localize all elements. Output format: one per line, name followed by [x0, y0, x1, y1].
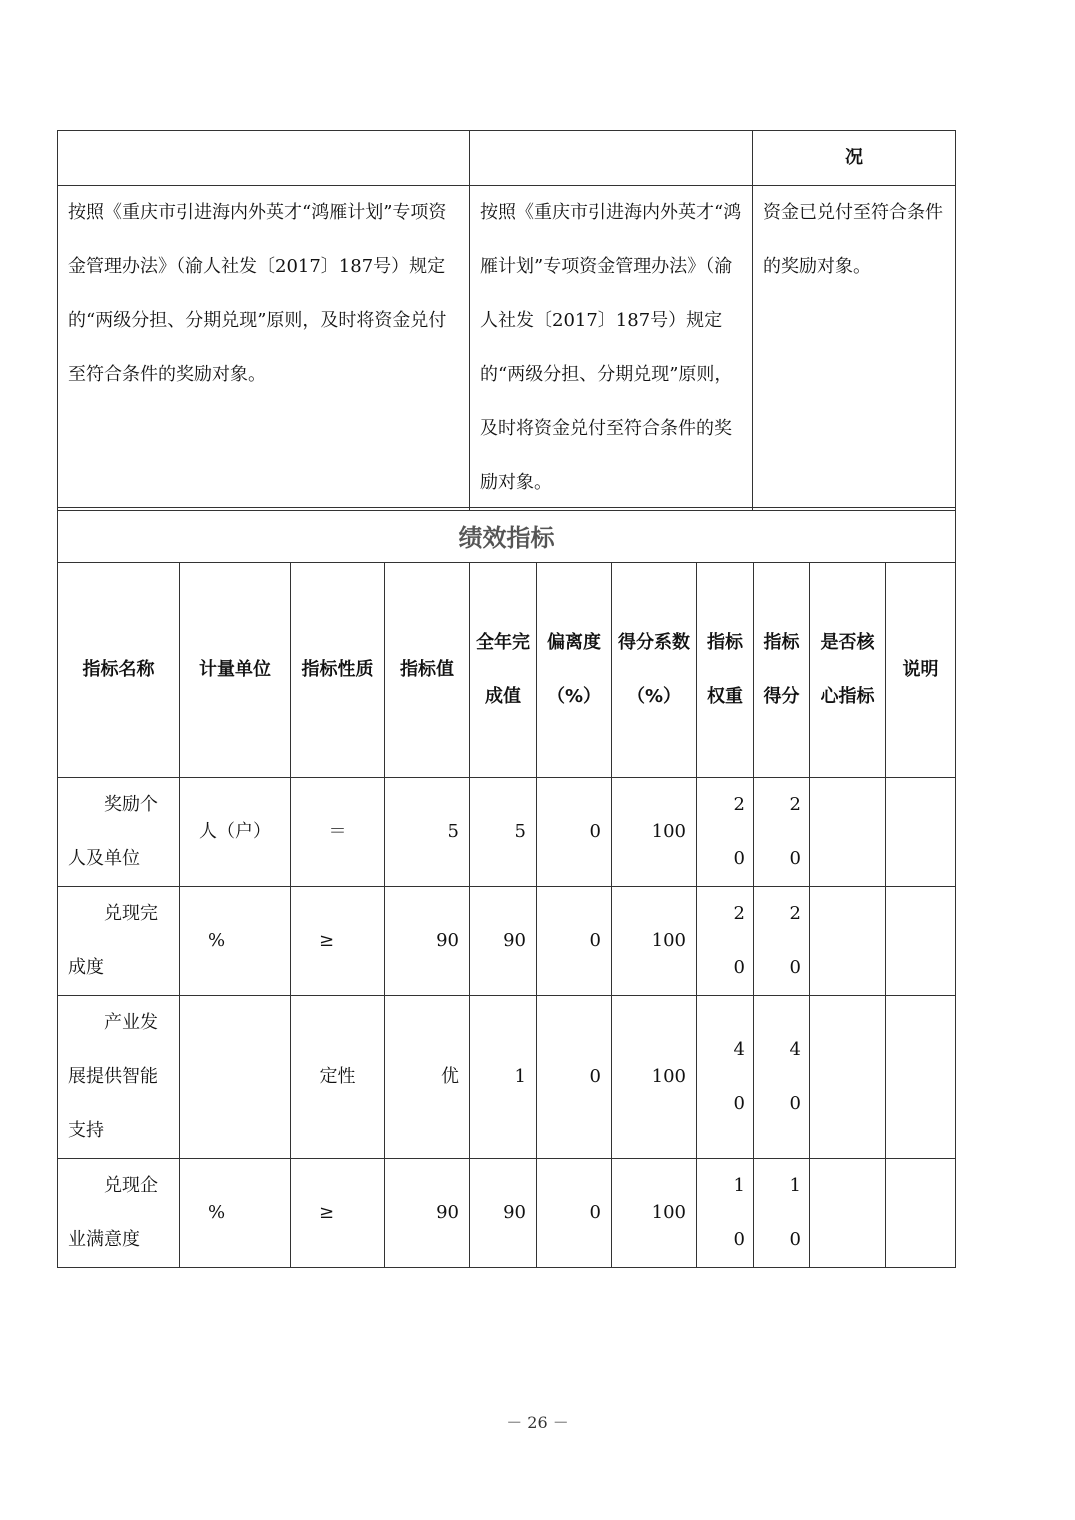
indicator-weight	[697, 1159, 754, 1268]
header-annual-actual: 全年完成值	[470, 563, 537, 778]
weight-digit: 1	[733, 1175, 745, 1196]
indicator-value: 5	[385, 778, 470, 887]
description-header-row	[58, 131, 956, 186]
score-digit: 2	[789, 794, 801, 815]
weight-digit: 0	[733, 957, 745, 978]
indicator-score	[754, 996, 810, 1159]
score-digit: 2	[789, 903, 801, 924]
header-core-indicator: 是否核心指标	[810, 563, 886, 778]
indicator-unit	[180, 996, 291, 1159]
header-weight: 指标权重	[697, 563, 754, 778]
indicator-core	[810, 778, 886, 887]
indicator-unit: 人（户）	[180, 778, 291, 887]
indicator-unit: %	[180, 1159, 291, 1268]
indicator-note	[886, 887, 956, 996]
indicator-actual: 1	[470, 996, 537, 1159]
header-nature: 指标性质	[291, 563, 385, 778]
indicator-deviation: 0	[537, 887, 612, 996]
indicator-core	[810, 887, 886, 996]
indicator-coefficient: 100	[612, 1159, 697, 1268]
indicator-weight	[697, 778, 754, 887]
header-indicator-name: 指标名称	[58, 563, 180, 778]
description-header-cell-1	[58, 131, 470, 186]
indicator-nature: ≥	[291, 1159, 385, 1268]
weight-digit: 2	[733, 794, 745, 815]
indicator-value: 90	[385, 1159, 470, 1268]
description-header-cell-3: 况	[753, 131, 956, 186]
indicator-actual: 5	[470, 778, 537, 887]
score-digit: 0	[789, 848, 801, 869]
description-body-row	[58, 186, 956, 511]
annual-goal-text: 按照《重庆市引进海内外英才“鸿雁计划”专项资金管理办法》（渝人社发〔2017〕187号）规定的“两级分担、分期兑现”原则，及时将资金兑付至符合条件的奖励对象。	[68, 202, 447, 385]
weight-digit: 0	[733, 1093, 745, 1114]
table-row	[58, 778, 956, 887]
weight-digit: 0	[733, 1229, 745, 1250]
performance-title-row	[58, 508, 956, 563]
indicator-core	[810, 1159, 886, 1268]
header-unit: 计量单位	[180, 563, 291, 778]
indicator-nature: ≥	[291, 887, 385, 996]
indicator-core	[810, 996, 886, 1159]
planned-target-cell	[470, 186, 753, 511]
indicator-name: 兑现完成度	[58, 887, 180, 996]
performance-indicator-table	[57, 507, 955, 1264]
description-table	[57, 130, 955, 507]
indicator-score	[754, 778, 810, 887]
indicator-weight	[697, 887, 754, 996]
header-score: 指标得分	[754, 563, 810, 778]
indicator-value: 优	[385, 996, 470, 1159]
description-header-cell-2	[470, 131, 753, 186]
indicator-coefficient: 100	[612, 778, 697, 887]
table-row	[58, 996, 956, 1159]
indicator-deviation: 0	[537, 778, 612, 887]
indicator-nature: 定性	[291, 996, 385, 1159]
planned-target-text: 按照《重庆市引进海内外英才“鸿雁计划”专项资金管理办法》（渝人社发〔2017〕187号）规定的“两级分担、分期兑现”原则，及时将资金兑付至符合条件的奖励对象。	[480, 202, 742, 493]
indicator-coefficient: 100	[612, 887, 697, 996]
score-digit: 0	[789, 957, 801, 978]
actual-completion-cell	[753, 186, 956, 511]
table-row	[58, 887, 956, 996]
score-digit: 1	[789, 1175, 801, 1196]
indicator-coefficient: 100	[612, 996, 697, 1159]
indicator-note	[886, 778, 956, 887]
page-number: － 26 －	[506, 1413, 569, 1432]
performance-header-row	[58, 563, 956, 778]
indicator-actual: 90	[470, 887, 537, 996]
indicator-nature: ＝	[291, 778, 385, 887]
score-digit: 0	[789, 1229, 801, 1250]
indicator-name: 兑现企业满意度	[58, 1159, 180, 1268]
indicator-deviation: 0	[537, 1159, 612, 1268]
table-row	[58, 1159, 956, 1268]
indicator-unit: %	[180, 887, 291, 996]
annual-goal-cell	[58, 186, 470, 511]
indicator-actual: 90	[470, 1159, 537, 1268]
weight-digit: 0	[733, 848, 745, 869]
indicator-score	[754, 1159, 810, 1268]
indicator-weight	[697, 996, 754, 1159]
header-deviation: 偏离度（%）	[537, 563, 612, 778]
indicator-deviation: 0	[537, 996, 612, 1159]
header-indicator-value: 指标值	[385, 563, 470, 778]
score-digit: 4	[789, 1039, 801, 1060]
performance-title: 绩效指标	[58, 508, 956, 563]
indicator-name: 奖励个人及单位	[58, 778, 180, 887]
indicator-note	[886, 1159, 956, 1268]
header-score-coefficient: 得分系数（%）	[612, 563, 697, 778]
actual-completion-text: 资金已兑付至符合条件的奖励对象。	[763, 202, 943, 277]
header-note: 说明	[886, 563, 956, 778]
indicator-score	[754, 887, 810, 996]
weight-digit: 4	[733, 1039, 745, 1060]
score-digit: 0	[789, 1093, 801, 1114]
weight-digit: 2	[733, 903, 745, 924]
indicator-note	[886, 996, 956, 1159]
indicator-value: 90	[385, 887, 470, 996]
indicator-name: 产业发展提供智能支持	[58, 996, 180, 1159]
